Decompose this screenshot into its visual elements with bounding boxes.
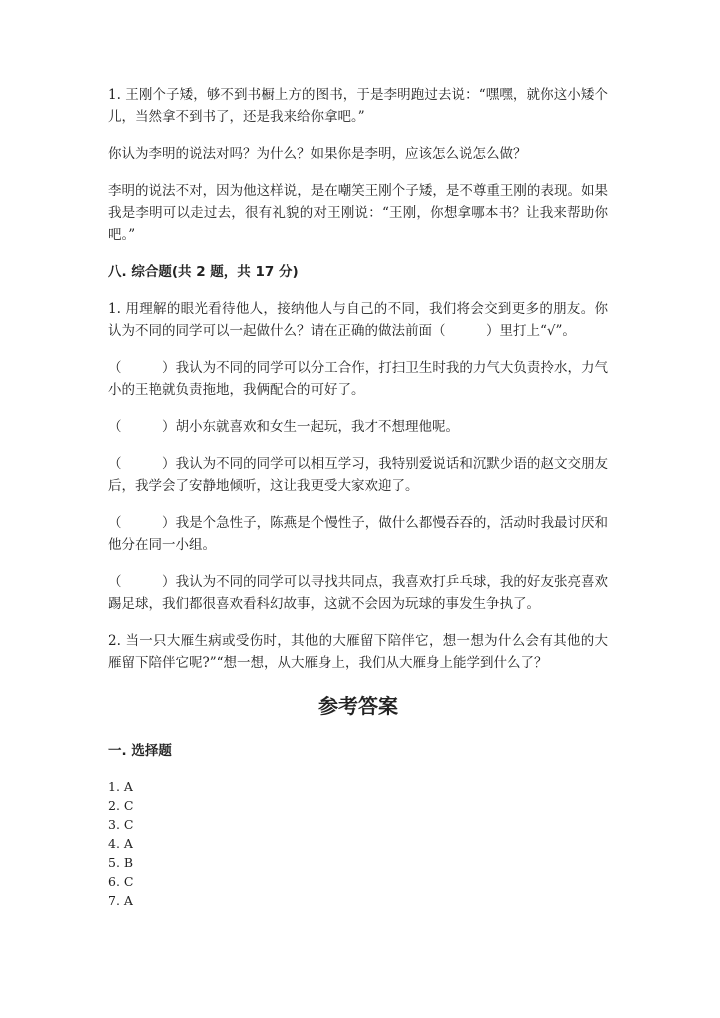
option-item: （ ）我是个急性子，陈燕是个慢性子，做什么都慢吞吞的，活动时我最讨厌和他分在同一小组。 [108,515,608,553]
answer-list [108,777,608,910]
answer-section-heading: 一. 选择题 [108,743,172,759]
option-item: （ ）我认为不同的同学可以相互学习，我特别爱说话和沉默少语的赵文交朋友后，我学会了安静地倾听，这让我更受大家欢迎了。 [108,456,608,494]
answer-item: 1. A [108,779,133,794]
option-item: （ ）我认为不同的同学可以分工合作，打扫卫生时我的力气大负责拎水，力气小的王艳就负责拖地，我俩配合的可好了。 [108,360,608,398]
question-prompt: 你认为李明的说法对吗？为什么？如果你是李明，应该怎么说怎么做？ [108,146,527,162]
answer-item: 7. A [108,893,133,908]
answer-item: 6. C [108,874,134,889]
answer-item: 5. B [108,855,134,870]
answer-paragraph: 李明的说法不对，因为他这样说，是在嘲笑王刚个子矮，是不尊重王刚的表现。如果我是李明可以走过去，很有礼貌的对王刚说：“王刚，你想拿哪本书？让我来帮助你吧。” [108,183,608,243]
document-page [108,84,608,910]
answer-key-title: 参考答案 [318,694,398,718]
question-paragraph: 1. 王刚个子矮，够不到书橱上方的图书，于是李明跑过去说：“嘿嘿，就你这小矮个儿，当然拿不到书了，还是我来给你拿吧。” [108,87,608,125]
question-paragraph: 2. 当一只大雁生病或受伤时，其他的大雁留下陪伴它，想一想为什么会有其他的大雁留下陪伴它呢?”“想一想，从大雁身上，我们从大雁身上能学到什么了？ [108,633,608,671]
answer-item: 2. C [108,798,134,813]
answer-item: 4. A [108,836,133,851]
question-intro: 1. 用理解的眼光看待他人，接纳他人与自己的不同，我们将会交到更多的朋友。你认为不同的同学可以一起做什么？请在正确的做法前面（ ）里打上“√”。 [108,301,608,339]
option-item: （ ）我认为不同的同学可以寻找共同点，我喜欢打乒乓球，我的好友张亮喜欢踢足球，我们都很喜欢看科幻故事，这就不会因为玩球的事发生争执了。 [108,574,608,612]
option-item: （ ）胡小东就喜欢和女生一起玩，我才不想理他呢。 [108,419,459,435]
answer-item: 3. C [108,817,134,832]
section-heading: 八. 综合题(共 2 题，共 17 分) [108,264,299,280]
